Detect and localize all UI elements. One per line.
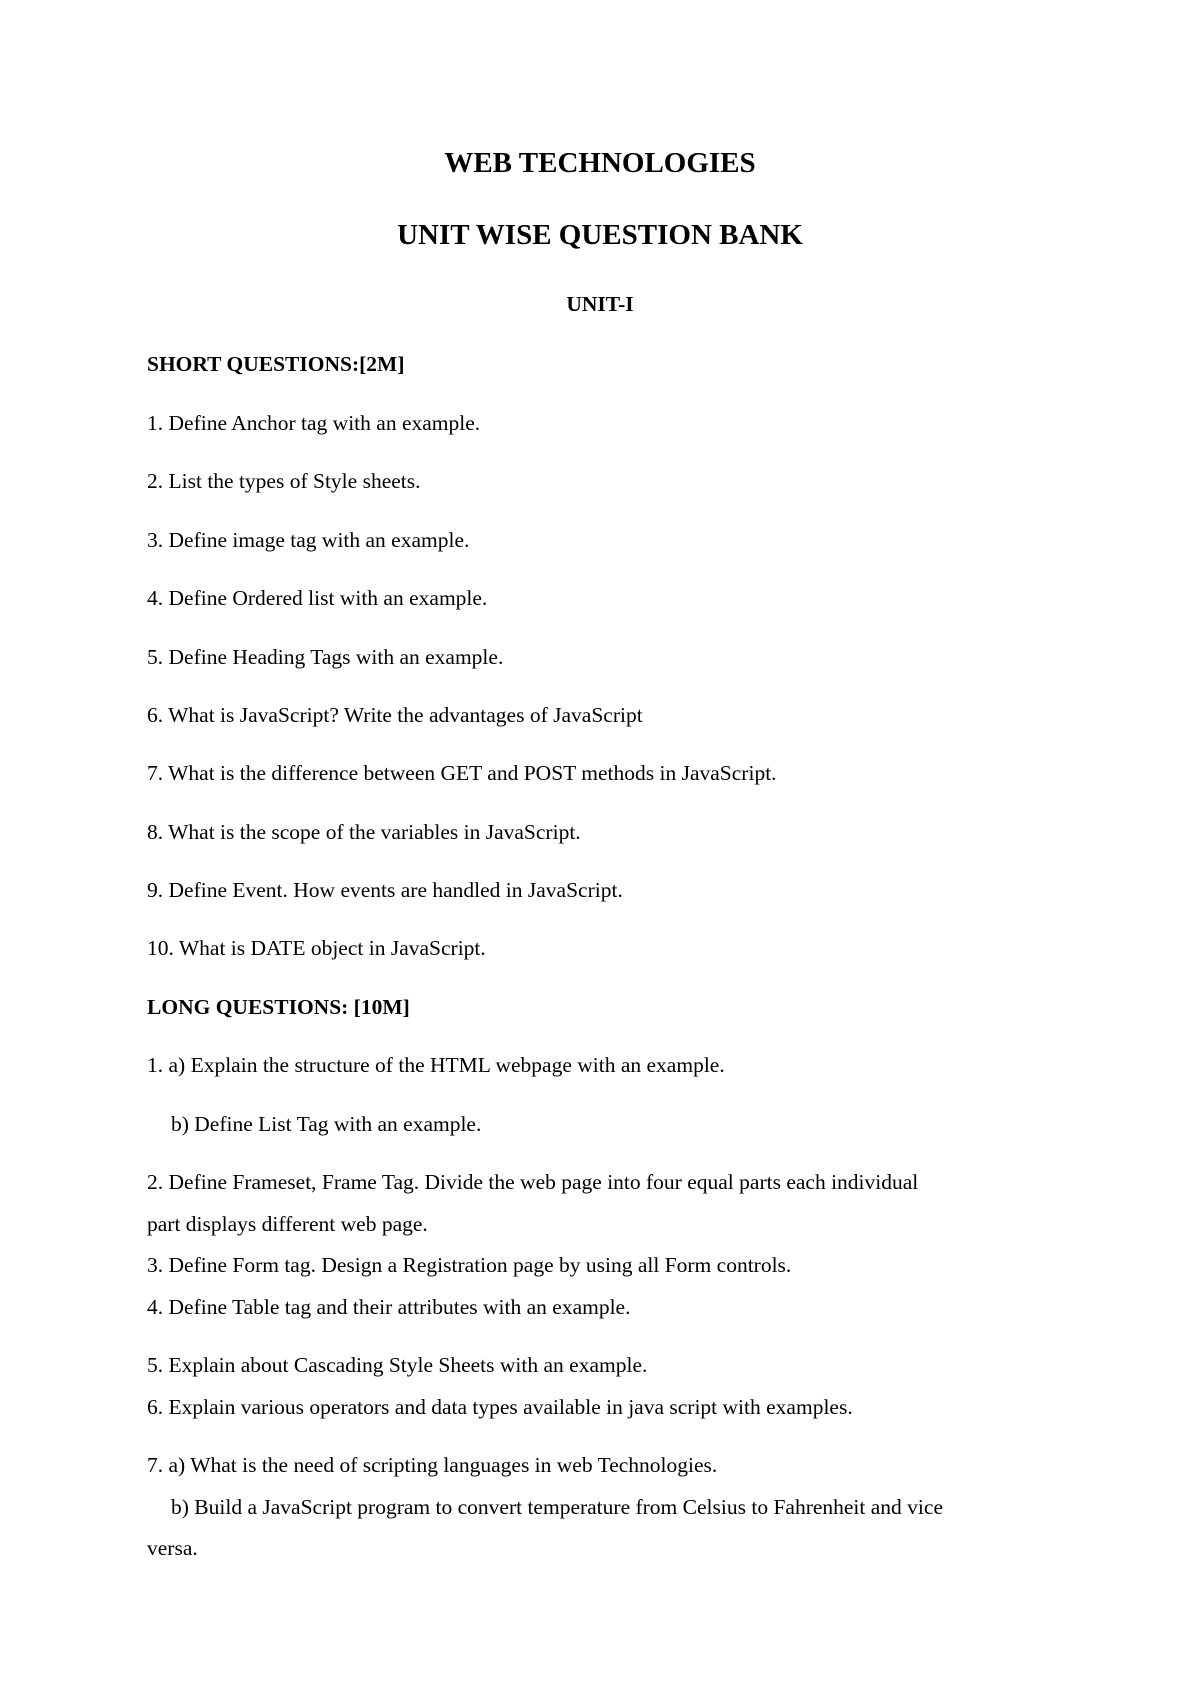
short-question: 2. List the types of Style sheets. [147,469,421,493]
short-question: 4. Define Ordered list with an example. [147,586,488,610]
long-question: 2. Define Frameset, Frame Tag. Divide the web page into four equal parts each individual [147,1170,919,1194]
long-question: 3. Define Form tag. Design a Registration page by using all Form controls. [147,1253,792,1277]
short-questions-heading: SHORT QUESTIONS:[2M] [147,352,405,376]
short-question: 5. Define Heading Tags with an example. [147,645,504,669]
unit-heading: UNIT-I [566,292,634,316]
long-question: 6. Explain various operators and data types available in java script with examples. [147,1395,853,1419]
document-subtitle: UNIT WISE QUESTION BANK [397,219,803,251]
long-question: versa. [147,1536,198,1560]
short-question: 9. Define Event. How events are handled in JavaScript. [147,878,623,902]
long-question: 4. Define Table tag and their attributes with an example. [147,1295,631,1319]
short-question: 3. Define image tag with an example. [147,528,470,552]
short-question: 10. What is DATE object in JavaScript. [147,936,486,960]
short-question: 1. Define Anchor tag with an example. [147,411,481,435]
long-question: b) Build a JavaScript program to convert temperature from Celsius to Fahrenheit and vice [171,1495,943,1519]
short-question: 7. What is the difference between GET and POST methods in JavaScript. [147,761,777,785]
long-question: 5. Explain about Cascading Style Sheets with an example. [147,1353,648,1377]
long-questions-heading: LONG QUESTIONS: [10M] [147,995,410,1019]
long-question: part displays different web page. [147,1212,428,1236]
long-question: 7. a) What is the need of scripting languages in web Technologies. [147,1453,718,1477]
short-question: 6. What is JavaScript? Write the advantages of JavaScript [147,703,643,727]
long-question: b) Define List Tag with an example. [171,1112,482,1136]
short-question: 8. What is the scope of the variables in JavaScript. [147,820,581,844]
document-title: WEB TECHNOLOGIES [444,147,756,179]
long-question: 1. a) Explain the structure of the HTML webpage with an example. [147,1053,725,1077]
